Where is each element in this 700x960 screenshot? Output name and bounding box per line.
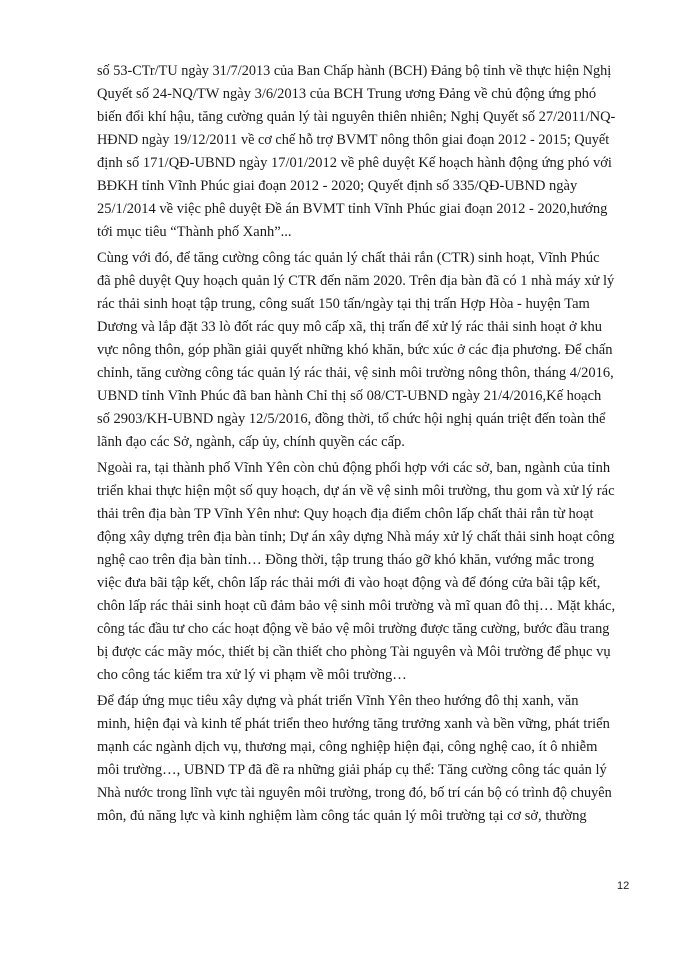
text-line: đã phê duyệt Quy hoạch quản lý CTR đến năm 2020. Trên địa bàn đã có 1 nhà máy xử lý bbox=[97, 273, 615, 289]
text-line: môn, đủ năng lực và kinh nghiệm làm công tác quản lý môi trường tại cơ sở, thường bbox=[97, 808, 587, 824]
paragraph bbox=[97, 457, 617, 687]
text-line: cho công tác kiểm tra xử lý vi phạm về môi trường… bbox=[97, 667, 407, 683]
text-line: Cùng với đó, để tăng cường công tác quản lý chất thải rắn (CTR) sinh hoạt, Vĩnh Phúc bbox=[97, 250, 600, 266]
text-line: Dương và lắp đặt 33 lò đốt rác quy mô cấp xã, thị trấn để xử lý rác thải sinh hoạt ở khu bbox=[97, 319, 603, 335]
text-line: nghệ cao trên địa bàn tỉnh… Đồng thời, tập trung tháo gỡ khó khăn, vướng mắc trong bbox=[97, 552, 595, 568]
text-line: số 2903/KH-UBND ngày 12/5/2016, đồng thời, tổ chức hội nghị quán triệt đến toàn thể bbox=[97, 411, 606, 427]
text-line: việc đưa bãi tập kết, chôn lấp rác thải mới đi vào hoạt động và để đóng cửa bãi tập kết, bbox=[97, 575, 601, 591]
text-line: Nhà nước trong lĩnh vực tài nguyên môi trường, trong đó, bố trí cán bộ có trình độ chuyên bbox=[97, 785, 612, 801]
text-line: triển khai thực hiện một số quy hoạch, dự án về vệ sinh môi trường, thu gom và xử lý rác bbox=[97, 483, 615, 499]
text-line: công tác đầu tư cho các hoạt động về bảo vệ môi trường được tăng cường, bước đầu trang bbox=[97, 621, 610, 637]
text-line: Để đáp ứng mục tiêu xây dựng và phát triển Vĩnh Yên theo hướng đô thị xanh, văn bbox=[97, 693, 579, 709]
text-line: BĐKH tỉnh Vĩnh Phúc giai đoạn 2012 - 2020; Quyết định số 335/QĐ-UBND ngày bbox=[97, 178, 578, 194]
text-line: bị được các mãy móc, thiết bị cần thiết cho phòng Tài nguyên và Môi trường để phục vụ bbox=[97, 644, 611, 660]
paragraph bbox=[97, 690, 617, 828]
text-line: UBND tỉnh Vĩnh Phúc đã ban hành Chỉ thị số 08/CT-UBND ngày 21/4/2016,Kế hoạch bbox=[97, 388, 602, 404]
paragraph bbox=[97, 60, 617, 244]
text-line: Ngoài ra, tại thành phố Vĩnh Yên còn chủ động phối hợp với các sở, ban, ngành của tỉnh bbox=[97, 460, 611, 476]
page-number: 12 bbox=[617, 880, 630, 892]
text-line: HĐND ngày 19/12/2011 về cơ chế hỗ trợ BVMT nông thôn giai đoạn 2012 - 2015; Quyết bbox=[97, 132, 610, 148]
body-text bbox=[97, 60, 617, 828]
text-line: định số 171/QĐ-UBND ngày 17/01/2012 về phê duyệt Kế hoạch hành động ứng phó với bbox=[97, 155, 612, 171]
text-line: tới mục tiêu “Thành phố Xanh”... bbox=[97, 224, 292, 240]
text-line: chỉnh, tăng cường công tác quản lý rác thải, vệ sinh môi trường nông thôn, tháng 4/2016, bbox=[97, 365, 614, 381]
text-line: thải trên địa bàn TP Vĩnh Yên như: Quy hoạch địa điểm chôn lấp chất thải rắn từ hoạt bbox=[97, 506, 594, 522]
text-line: lãnh đạo các Sở, ngành, cấp ủy, chính quyền các cấp. bbox=[97, 434, 405, 450]
text-line: chôn lấp rác thải sinh hoạt cũ đảm bảo vệ sinh môi trường và mĩ quan đô thị… Mặt khác, bbox=[97, 598, 616, 614]
text-line: minh, hiện đại và kinh tế phát triển theo hướng tăng trưởng xanh và bền vững, phát triển bbox=[97, 716, 610, 732]
text-line: vực nông thôn, góp phần giải quyết những khó khăn, bức xúc ở các địa phương. Để chấn bbox=[97, 342, 613, 358]
text-line: số 53-CTr/TU ngày 31/7/2013 của Ban Chấp hành (BCH) Đảng bộ tỉnh về thực hiện Nghị bbox=[97, 63, 612, 79]
text-line: động xây dựng trên địa bàn tỉnh; Dự án xây dựng Nhà máy xử lý chất thải sinh hoạt công bbox=[97, 529, 615, 545]
text-line: môi trường…, UBND TP đã đề ra những giải pháp cụ thể: Tăng cường công tác quản lý bbox=[97, 762, 607, 778]
text-line: biến đổi khí hậu, tăng cường quản lý tài nguyên thiên nhiên; Nghị Quyết số 27/2011/NQ- bbox=[97, 109, 616, 125]
text-line: rác thải sinh hoạt tập trung, công suất 150 tấn/ngày tại thị trấn Hợp Hòa - huyện Tam bbox=[97, 296, 590, 312]
text-line: Quyết số 24-NQ/TW ngày 3/6/2013 của BCH Trung ương Đảng về chủ động ứng phó bbox=[97, 86, 597, 102]
paragraph bbox=[97, 247, 617, 454]
text-line: mạnh các ngành dịch vụ, thương mại, công nghiệp hiện đại, công nghệ cao, ít ô nhiễm bbox=[97, 739, 598, 755]
text-line: 25/1/2014 về việc phê duyệt Đề án BVMT tỉnh Vĩnh Phúc giai đoạn 2012 - 2020,hướng bbox=[97, 201, 608, 217]
